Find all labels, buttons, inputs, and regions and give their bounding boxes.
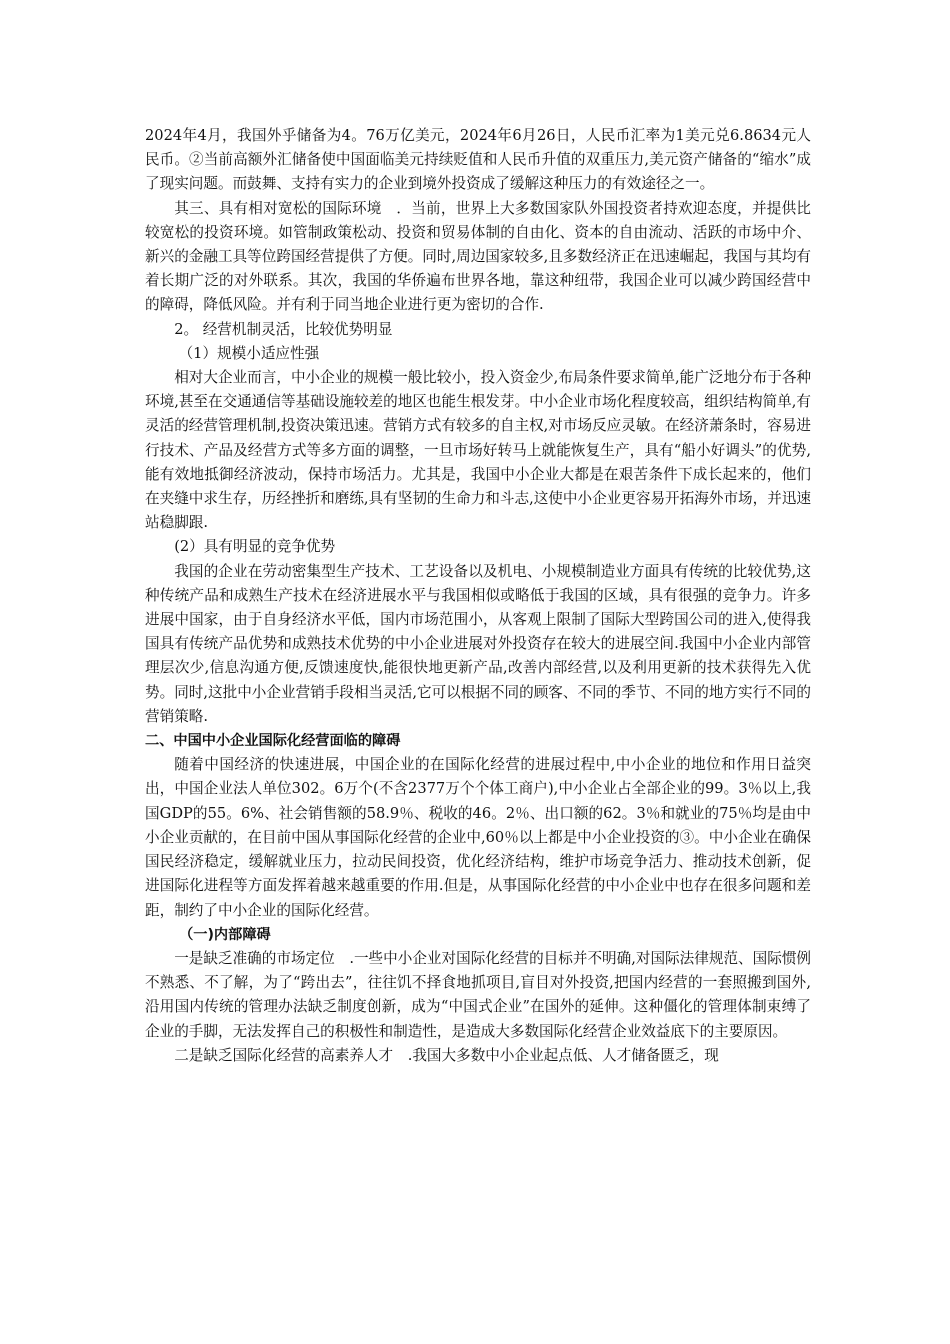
paragraph-forex-reserves: 2024年4月，我国外乎储备为4。76万亿美元，2024年6月26日，人民币汇率为1美元兑6.8634元人民币。②当前高额外汇储备使中国面临美元持续贬值和人民币升值的双重压力,美元资产储备的“缩水”成了现实问题。而鼓舞、支持有实力的企业到境外投资成了缓解这种压力的有效途径之一。: [145, 127, 811, 193]
paragraph-talent-shortage: 二是缺乏国际化经营的高素养人才 .我国大多数中小企业起点低、人才储备匮乏，现: [174, 1046, 719, 1064]
subheading-internal-obstacles: （一)内部障碍: [179, 926, 271, 943]
subheading-competitive-advantage: (2）具有明显的竞争优势: [174, 538, 336, 556]
paragraph-competitive-advantage: 我国的企业在劳动密集型生产技术、工艺设备以及机电、小规模制造业方面具有传统的比较优势,这种传统产品和成熟生产技术在经济进展水平与我国相似或略低于我国的区域，具有很强的竞争力。许多进展中国家，由于自身经济水平低，国内市场范围小，从客观上限制了国际大型跨国公司的进入,使得我国具有传统产品优势和成熟技术优势的中小企业进展对外投资存在较大的进展空间.我国中小企业内部管理层次少,信息沟通方便,反馈速度快,能很快地更新产品,改善内部经营,以及利用更新的技术获得先入优势。同时,这批中小企业营销手段相当灵活,它可以根据不同的顾客、不同的季节、不同的地方实行不同的营销策略.: [145, 562, 812, 725]
section-heading-mechanism: 2。 经营机制灵活，比较优势明显: [174, 320, 393, 338]
document-page: [145, 124, 811, 1068]
heading-obstacles: 二、中国中小企业国际化经营面临的障碍: [145, 733, 401, 750]
subheading-small-scale: （1）规模小适应性强: [178, 344, 320, 362]
paragraph-sme-role: 随着中国经济的快速进展，中国企业的在国际化经营的进展过程中,中小企业的地位和作用日益突出，中国企业法人单位302。6万个(不含2377万个个体工商户),中小企业占全部企业的99。3％以上,我国GDP的55。6%、社会销售额的58.9％、税收的46。2％、出口额的62。3％和就业的75％均是由中小企业贡献的，在目前中国从事国际化经营的企业中,60％以上都是中小企业投资的③。中小企业在确保国民经济稳定，缓解就业压力，拉动民间投资，优化经济结构，维护市场竞争活力、推动技术创新，促进国际化进程等方面发挥着越来越重要的作用.但是，从事国际化经营的中小企业中也存在很多问题和差距，制约了中小企业的国际化经营。: [145, 756, 811, 919]
paragraph-market-positioning: 一是缺乏准确的市场定位 .一些中小企业对国际化经营的目标并不明确,对国际法律规范、国际惯例不熟悉、不了解，为了“跨出去”，往往饥不择食地抓项目,盲目对外投资,把国内经营的一套照搬到国外,沿用国内传统的管理办法缺乏制度创新，成为“中国式企业”在国外的延伸。这种僵化的管理体制束缚了企业的手脚，无法发挥自己的积极性和制造性，是造成大多数国际化经营企业效益底下的主要原因。: [145, 949, 812, 1040]
paragraph-international-environment: 其三、具有相对宽松的国际环境 ．当前，世界上大多数国家队外国投资者持欢迎态度，并提供比较宽松的投资环境。如管制政策松动、投资和贸易体制的自由化、资本的自由流动、活跃的市场中介、新兴的金融工具等位跨国经营提供了方便。同时,周边国家较多,且多数经济正在迅速崛起，我国与其均有着长期广泛的对外联系。其次，我国的华侨遍布世界各地，靠这种纽带，我国企业可以减少跨国经营中的障碍，降低风险。并有利于同当地企业进行更为密切的合作.: [145, 199, 812, 314]
paragraph-small-scale: 相对大企业而言，中小企业的规模一般比较小，投入资金少,布局条件要求简单,能广泛地分布于各种环境,甚至在交通通信等基础设施较差的地区也能生根发芽。中小企业市场化程度较高，组织结构简单,有灵活的经营管理机制,投资决策迅速。营销方式有较多的自主权,对市场反应灵敏。在经济萧条时，容易进行技术、产品及经营方式等多方面的调整，一旦市场好转马上就能恢复生产，具有“船小好调头”的优势,能有效地抵御经济波动，保持市场活力。尤其是，我国中小企业大都是在艰苦条件下成长起来的，他们在夹缝中求生存，历经挫折和磨练,具有坚韧的生命力和斗志,这使中小企业更容易开拓海外市场，并迅速站稳脚跟.: [145, 369, 812, 532]
